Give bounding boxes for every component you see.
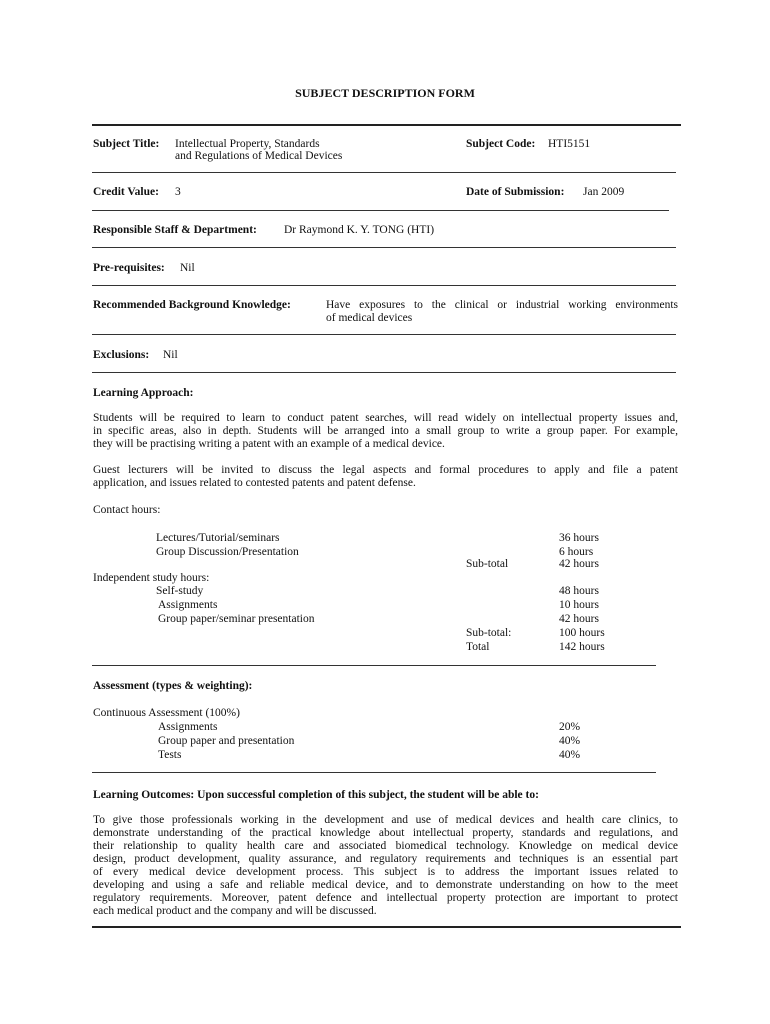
subtotal-label: Sub-total: xyxy=(466,627,512,639)
assessment-item-name: Assignments xyxy=(158,721,218,733)
paragraph-line: Students will be required to learn to conduct patent searches, will read widely on intellectual property issues and, xyxy=(93,412,678,424)
background-knowledge-label: Recommended Background Knowledge: xyxy=(93,299,291,311)
paragraph-line: of every medical device development process. This subject is to address the important issues related to xyxy=(93,866,678,878)
paragraph-line: Guest lecturers will be invited to discuss the legal aspects and formal procedures to apply and file a patent xyxy=(93,464,678,476)
prerequisites-label: Pre-requisites: xyxy=(93,262,165,274)
exclusions-label: Exclusions: xyxy=(93,349,150,361)
divider xyxy=(92,210,669,211)
learning-outcomes-heading: Learning Outcomes: Upon successful completion of this subject, the student will be able to: xyxy=(93,789,539,801)
date-of-submission-value: Jan 2009 xyxy=(583,186,625,198)
total-value: 142 hours xyxy=(559,641,605,653)
divider xyxy=(92,926,681,928)
background-knowledge-value: Have exposures to the clinical or industrial working environments xyxy=(326,299,678,311)
subject-title-value-line2: and Regulations of Medical Devices xyxy=(175,150,343,162)
divider xyxy=(92,334,676,335)
assessment-item-weight: 40% xyxy=(559,735,581,747)
background-knowledge-value-line2: of medical devices xyxy=(326,312,413,324)
hours-item-value: 48 hours xyxy=(559,585,599,597)
assessment-item-weight: 20% xyxy=(559,721,581,733)
divider xyxy=(92,285,676,286)
page-title: SUBJECT DESCRIPTION FORM xyxy=(295,86,475,100)
credit-value-label: Credit Value: xyxy=(93,186,159,198)
assessment-item-name: Group paper and presentation xyxy=(158,735,295,747)
hours-item-name: Assignments xyxy=(158,599,218,611)
learning-approach-heading: Learning Approach: xyxy=(93,387,194,399)
divider xyxy=(92,772,656,773)
paragraph-line: demonstrate understanding of the practical knowledge about intellectual property, standards and regulations, and xyxy=(93,827,678,839)
paragraph-line: To give those professionals working in the development and use of medical devices and health care clinics, to xyxy=(93,814,678,826)
paragraph-line: design, product development, quality assurance, and regulatory requirements and techniques is an essential part xyxy=(93,853,678,865)
hours-item-value: 42 hours xyxy=(559,613,599,625)
divider xyxy=(92,372,676,373)
paragraph-line: regulatory requirements. Moreover, patent defence and intellectual property protection are important to protect xyxy=(93,892,678,904)
assessment-item-weight: 40% xyxy=(559,749,581,761)
total-label: Total xyxy=(466,641,490,653)
date-of-submission-label: Date of Submission: xyxy=(466,186,565,198)
hours-item-name: Group Discussion/Presentation xyxy=(156,546,299,558)
paragraph-line: they will be practising writing a patent with an example of a medical device. xyxy=(93,438,445,450)
independent-study-label: Independent study hours: xyxy=(93,572,210,584)
hours-item-value: 10 hours xyxy=(559,599,599,611)
assessment-item-name: Tests xyxy=(158,749,182,761)
divider xyxy=(92,124,681,126)
hours-item-name: Self-study xyxy=(156,585,204,597)
continuous-assessment-label: Continuous Assessment (100%) xyxy=(93,707,240,719)
divider xyxy=(92,172,676,173)
responsible-staff-value: Dr Raymond K. Y. TONG (HTI) xyxy=(284,224,435,236)
divider xyxy=(92,665,656,666)
contact-hours-label: Contact hours: xyxy=(93,504,161,516)
hours-item-value: 36 hours xyxy=(559,532,599,544)
responsible-staff-label: Responsible Staff & Department: xyxy=(93,224,257,236)
divider xyxy=(92,247,676,248)
subject-title-label: Subject Title: xyxy=(93,138,160,150)
subtotal-value: 100 hours xyxy=(559,627,605,639)
assessment-heading: Assessment (types & weighting): xyxy=(93,680,253,692)
subject-code-value: HTI5151 xyxy=(548,138,591,150)
hours-item-name: Group paper/seminar presentation xyxy=(158,613,315,625)
subtotal-label: Sub-total xyxy=(466,558,509,570)
prerequisites-value: Nil xyxy=(180,262,195,274)
subject-title-value: Intellectual Property, Standards xyxy=(175,138,320,150)
paragraph-line: their relationship to quality health care and associated biomedical technology. Knowledge on medical device xyxy=(93,840,678,852)
paragraph-line: developing and using a safe and reliable medical device, and to demonstrate understanding on how to the meet xyxy=(93,879,678,891)
subject-code-label: Subject Code: xyxy=(466,138,536,150)
subtotal-value: 42 hours xyxy=(559,558,599,570)
hours-item-value: 6 hours xyxy=(559,546,594,558)
paragraph-line: application, and issues related to contested patents and patent defense. xyxy=(93,477,416,489)
hours-item-name: Lectures/Tutorial/seminars xyxy=(156,532,280,544)
paragraph-line: each medical product and the company and will be discussed. xyxy=(93,905,377,917)
exclusions-value: Nil xyxy=(163,349,178,361)
credit-value: 3 xyxy=(175,186,181,198)
paragraph-line: in specific areas, also in depth. Students will be arranged into a small group to write a group paper. For example, xyxy=(93,425,678,437)
